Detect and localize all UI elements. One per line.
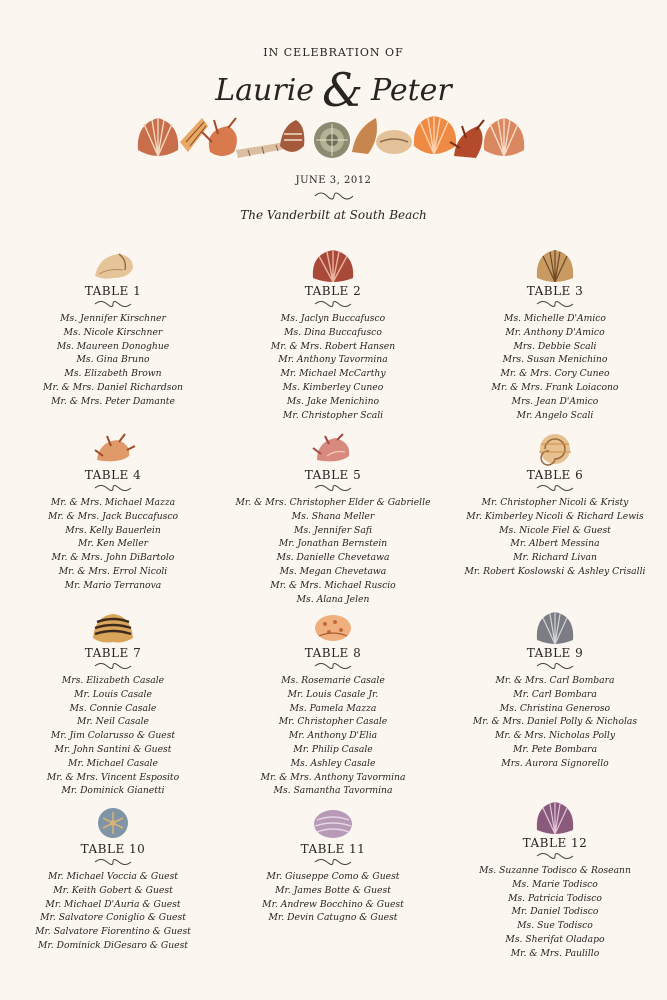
spotted-cowrie-shell-icon <box>309 610 357 644</box>
guest-name: Mr. Anthony D'Amico <box>505 326 605 338</box>
guest-name: Mr. & Mrs. Michael Mazza <box>50 497 176 508</box>
flourish-icon <box>313 857 353 867</box>
guest-name: Ms. Sue Todisco <box>517 920 593 932</box>
scallop-shell-icon <box>309 248 357 282</box>
guest-name: Ms. Danielle Chevetawa <box>276 552 390 564</box>
guest-name: Mr. & Mrs. Errol Nicoli <box>58 565 168 577</box>
guest-name: Ms. Sherifat Oladapo <box>505 933 605 945</box>
sand-dollar-icon <box>89 806 137 840</box>
table-block <box>444 248 666 422</box>
guest-name: Mr. Salvatore Coniglio & Guest <box>40 912 186 924</box>
guest-list <box>222 496 444 606</box>
guest-name: Ms. Megan Chevetawa <box>279 565 387 577</box>
guest-list <box>2 312 224 409</box>
guest-name: Ms. Maureen Donoghue <box>56 340 170 352</box>
guest-list <box>222 674 444 798</box>
invitation-header <box>0 0 667 240</box>
grey-scallop-shell-icon <box>531 610 579 644</box>
guest-name: Ms. Alana Jelen <box>296 593 370 605</box>
guest-name: Mr. Anthony D'Elia <box>288 730 378 742</box>
guest-name: Ms. Gina Bruno <box>76 354 150 366</box>
flourish-icon <box>313 483 353 493</box>
table-block <box>444 800 666 961</box>
guest-name: Mrs. Susan Menichino <box>502 354 608 366</box>
guest-name: Mr. James Botte & Guest <box>275 884 391 896</box>
table-title: TABLE 5 <box>304 468 362 482</box>
guest-name: Mrs. Elizabeth Casale <box>61 675 165 686</box>
guest-name: Mr. Mario Terranova <box>64 579 162 591</box>
guest-name: Mr. Louis Casale <box>74 688 152 700</box>
guest-name: Mr. Daniel Todisco <box>511 906 599 918</box>
guest-name: Mr. Christopher Casale <box>278 716 388 728</box>
guest-name: Mr. Robert Koslowski & Ashley Crisalli <box>464 565 646 577</box>
guest-name: Ms. Jennifer Safi <box>294 524 372 536</box>
guest-name: Mr. & Mrs. John DiBartolo <box>51 552 175 564</box>
guest-name: Ms. Marie Todisco <box>512 878 598 890</box>
venue-name: The Vanderbilt at South Beach <box>240 208 427 222</box>
guest-name: Mr. & Mrs. Nicholas Polly <box>494 730 616 742</box>
table-title: TABLE 8 <box>304 646 362 660</box>
table-title: TABLE 2 <box>304 284 362 298</box>
guest-name: Mr. Giuseppe Como & Guest <box>266 871 400 882</box>
guest-name: Mr. & Mrs. Robert Hansen <box>270 340 396 352</box>
guest-name: Mr. & Mrs. Christopher Elder & Gabrielle <box>235 497 431 508</box>
guest-name: Ms. Jake Menichino <box>286 395 380 407</box>
first-name: Laurie <box>215 72 315 108</box>
table-block <box>444 610 666 771</box>
flourish-icon <box>93 661 133 671</box>
flourish-icon <box>93 483 133 493</box>
guest-name: Ms. Suzanne Todisco & Roseann <box>479 865 631 876</box>
guest-name: Mr. & Mrs. Daniel Polly & Nicholas <box>472 716 638 728</box>
flourish-icon <box>535 299 575 309</box>
conch-shell-icon <box>89 248 137 282</box>
table-block <box>222 610 444 798</box>
guest-name: Mr. Keith Gobert & Guest <box>53 884 173 896</box>
guest-name: Mr. & Mrs. Cory Cuneo <box>500 368 610 380</box>
guest-name: Mr. Albert Messina <box>510 538 600 550</box>
guest-name: Mr. Ken Meller <box>77 538 149 550</box>
guest-name: Mr. Angelo Scali <box>516 409 594 421</box>
guest-list <box>2 674 224 798</box>
guest-name: Mr. Anthony Tavormina <box>278 354 388 366</box>
guest-name: Mr. Andrew Bocchino & Guest <box>262 898 404 910</box>
guest-name: Mr. Louis Casale Jr. <box>287 688 379 700</box>
guest-list <box>222 870 444 925</box>
guest-name: Mrs. Aurora Signorello <box>501 757 609 769</box>
guest-name: Mr. Kimberley Nicoli & Richard Lewis <box>466 510 644 522</box>
table-title: TABLE 9 <box>526 646 584 660</box>
guest-name: Mr. Neil Casale <box>77 716 149 728</box>
table-block <box>222 806 444 925</box>
guest-list <box>444 864 666 961</box>
guest-name: Mr. & Mrs. Carl Bombara <box>495 675 615 686</box>
table-block <box>222 432 444 606</box>
seashell-banner-icon <box>132 112 532 168</box>
guest-name: Mr. Christopher Nicoli & Kristy <box>481 497 629 508</box>
murex-shell-icon <box>89 432 137 466</box>
guest-name: Mr. Jim Colarusso & Guest <box>50 730 176 742</box>
guest-name: Mr. Philip Casale <box>293 743 373 755</box>
guest-name: Mr. & Mrs. Anthony Tavormina <box>260 771 406 783</box>
second-name: Peter <box>371 72 452 108</box>
guest-list <box>444 496 666 579</box>
table-block <box>2 248 224 409</box>
guest-name: Ms. Connie Casale <box>69 702 157 714</box>
guest-name: Mrs. Debbie Scali <box>513 340 597 352</box>
flourish-icon <box>313 190 355 202</box>
pink-conch-shell-icon <box>309 432 357 466</box>
flourish-icon <box>535 661 575 671</box>
nautilus-shell-icon <box>531 432 579 466</box>
table-title: TABLE 6 <box>526 468 584 482</box>
banded-cone-shell-icon <box>89 610 137 644</box>
guest-name: Ms. Pamela Mazza <box>289 702 377 714</box>
table-title: TABLE 4 <box>84 468 142 482</box>
guest-name: Mrs. Kelly Bauerlein <box>65 524 161 536</box>
guest-name: Mr. Michael McCarthy <box>280 368 386 380</box>
table-title: TABLE 7 <box>84 646 142 660</box>
guest-name: Mr. Carl Bombara <box>513 688 597 700</box>
guest-name: Ms. Christina Generoso <box>499 702 611 714</box>
guest-name: Mr. Michael Voccia & Guest <box>48 871 178 882</box>
table-block <box>2 610 224 798</box>
table-block <box>222 248 444 422</box>
table-title: TABLE 3 <box>526 284 584 298</box>
table-title: TABLE 10 <box>80 842 146 856</box>
table-title: TABLE 11 <box>300 842 366 856</box>
guest-list <box>444 312 666 422</box>
guest-name: Mr. Pete Bombara <box>512 743 598 755</box>
guest-name: Ms. Kimberley Cuneo <box>282 381 384 393</box>
guest-name: Mr. Christopher Scali <box>282 409 384 421</box>
guest-name: Mr. Michael D'Auria & Guest <box>45 898 181 910</box>
flourish-icon <box>313 661 353 671</box>
guest-list <box>444 674 666 771</box>
guest-name: Ms. Nicole Kirschner <box>63 326 163 338</box>
guest-name: Ms. Elizabeth Brown <box>64 368 162 380</box>
guest-name: Mr. Devin Catugno & Guest <box>268 912 398 924</box>
guest-name: Mr. & Mrs. Peter Damante <box>51 395 175 407</box>
ampersand: & <box>322 63 364 117</box>
guest-name: Mr. Dominick Gianetti <box>61 785 165 797</box>
table-title: TABLE 12 <box>522 836 588 850</box>
guest-name: Ms. Ashley Casale <box>290 757 376 769</box>
guest-name: Mr. Dominick DiGesaro & Guest <box>38 939 188 951</box>
guest-name: Mr. & Mrs. Michael Ruscio <box>270 579 396 591</box>
guest-name: Mr. & Mrs. Daniel Richardson <box>43 381 183 393</box>
guest-name: Mr. & Mrs. Paulillo <box>510 947 600 959</box>
guest-name: Mr. Jonathan Bernstein <box>278 538 388 550</box>
flourish-icon <box>535 483 575 493</box>
table-title: TABLE 1 <box>84 284 142 298</box>
guest-name: Ms. Jaclyn Buccafusco <box>280 313 386 324</box>
table-block <box>444 432 666 579</box>
guest-name: Mr. Michael Casale <box>68 757 158 769</box>
event-date: JUNE 3, 2012 <box>295 175 372 186</box>
guest-name: Mr. & Mrs. Frank Loiacono <box>491 381 619 393</box>
purple-scallop-shell-icon <box>531 800 579 834</box>
flourish-icon <box>535 851 575 861</box>
flourish-icon <box>93 857 133 867</box>
guest-name: Ms. Samantha Tavormina <box>273 785 393 797</box>
lavender-clam-shell-icon <box>309 806 357 840</box>
guest-name: Ms. Patricia Todisco <box>508 892 602 904</box>
guest-name: Mr. & Mrs. Jack Buccafusco <box>47 510 179 522</box>
flourish-icon <box>313 299 353 309</box>
guest-name: Mrs. Jean D'Amico <box>511 395 599 407</box>
flourish-icon <box>93 299 133 309</box>
guest-name: Ms. Dina Buccafusco <box>284 326 382 338</box>
clam-shell-icon <box>531 248 579 282</box>
guest-name: Mr. Salvatore Fiorentino & Guest <box>35 926 191 938</box>
guest-name: Ms. Nicole Fiel & Guest <box>499 524 611 536</box>
guest-list <box>222 312 444 422</box>
celebration-caption: IN CELEBRATION OF <box>263 46 404 59</box>
guest-name: Mr. Richard Livan <box>513 552 597 564</box>
couple-names <box>0 62 667 118</box>
guest-name: Mr. & Mrs. Vincent Esposito <box>46 771 180 783</box>
guest-name: Ms. Michelle D'Amico <box>504 313 606 324</box>
table-block <box>2 806 224 953</box>
table-block <box>2 432 224 593</box>
guest-list <box>2 496 224 593</box>
guest-name: Mr. John Santini & Guest <box>54 743 172 755</box>
guest-list <box>2 870 224 953</box>
guest-name: Ms. Jennifer Kirschner <box>60 313 166 324</box>
guest-name: Ms. Shana Meller <box>291 510 375 522</box>
guest-name: Ms. Rosemarie Casale <box>281 675 385 686</box>
